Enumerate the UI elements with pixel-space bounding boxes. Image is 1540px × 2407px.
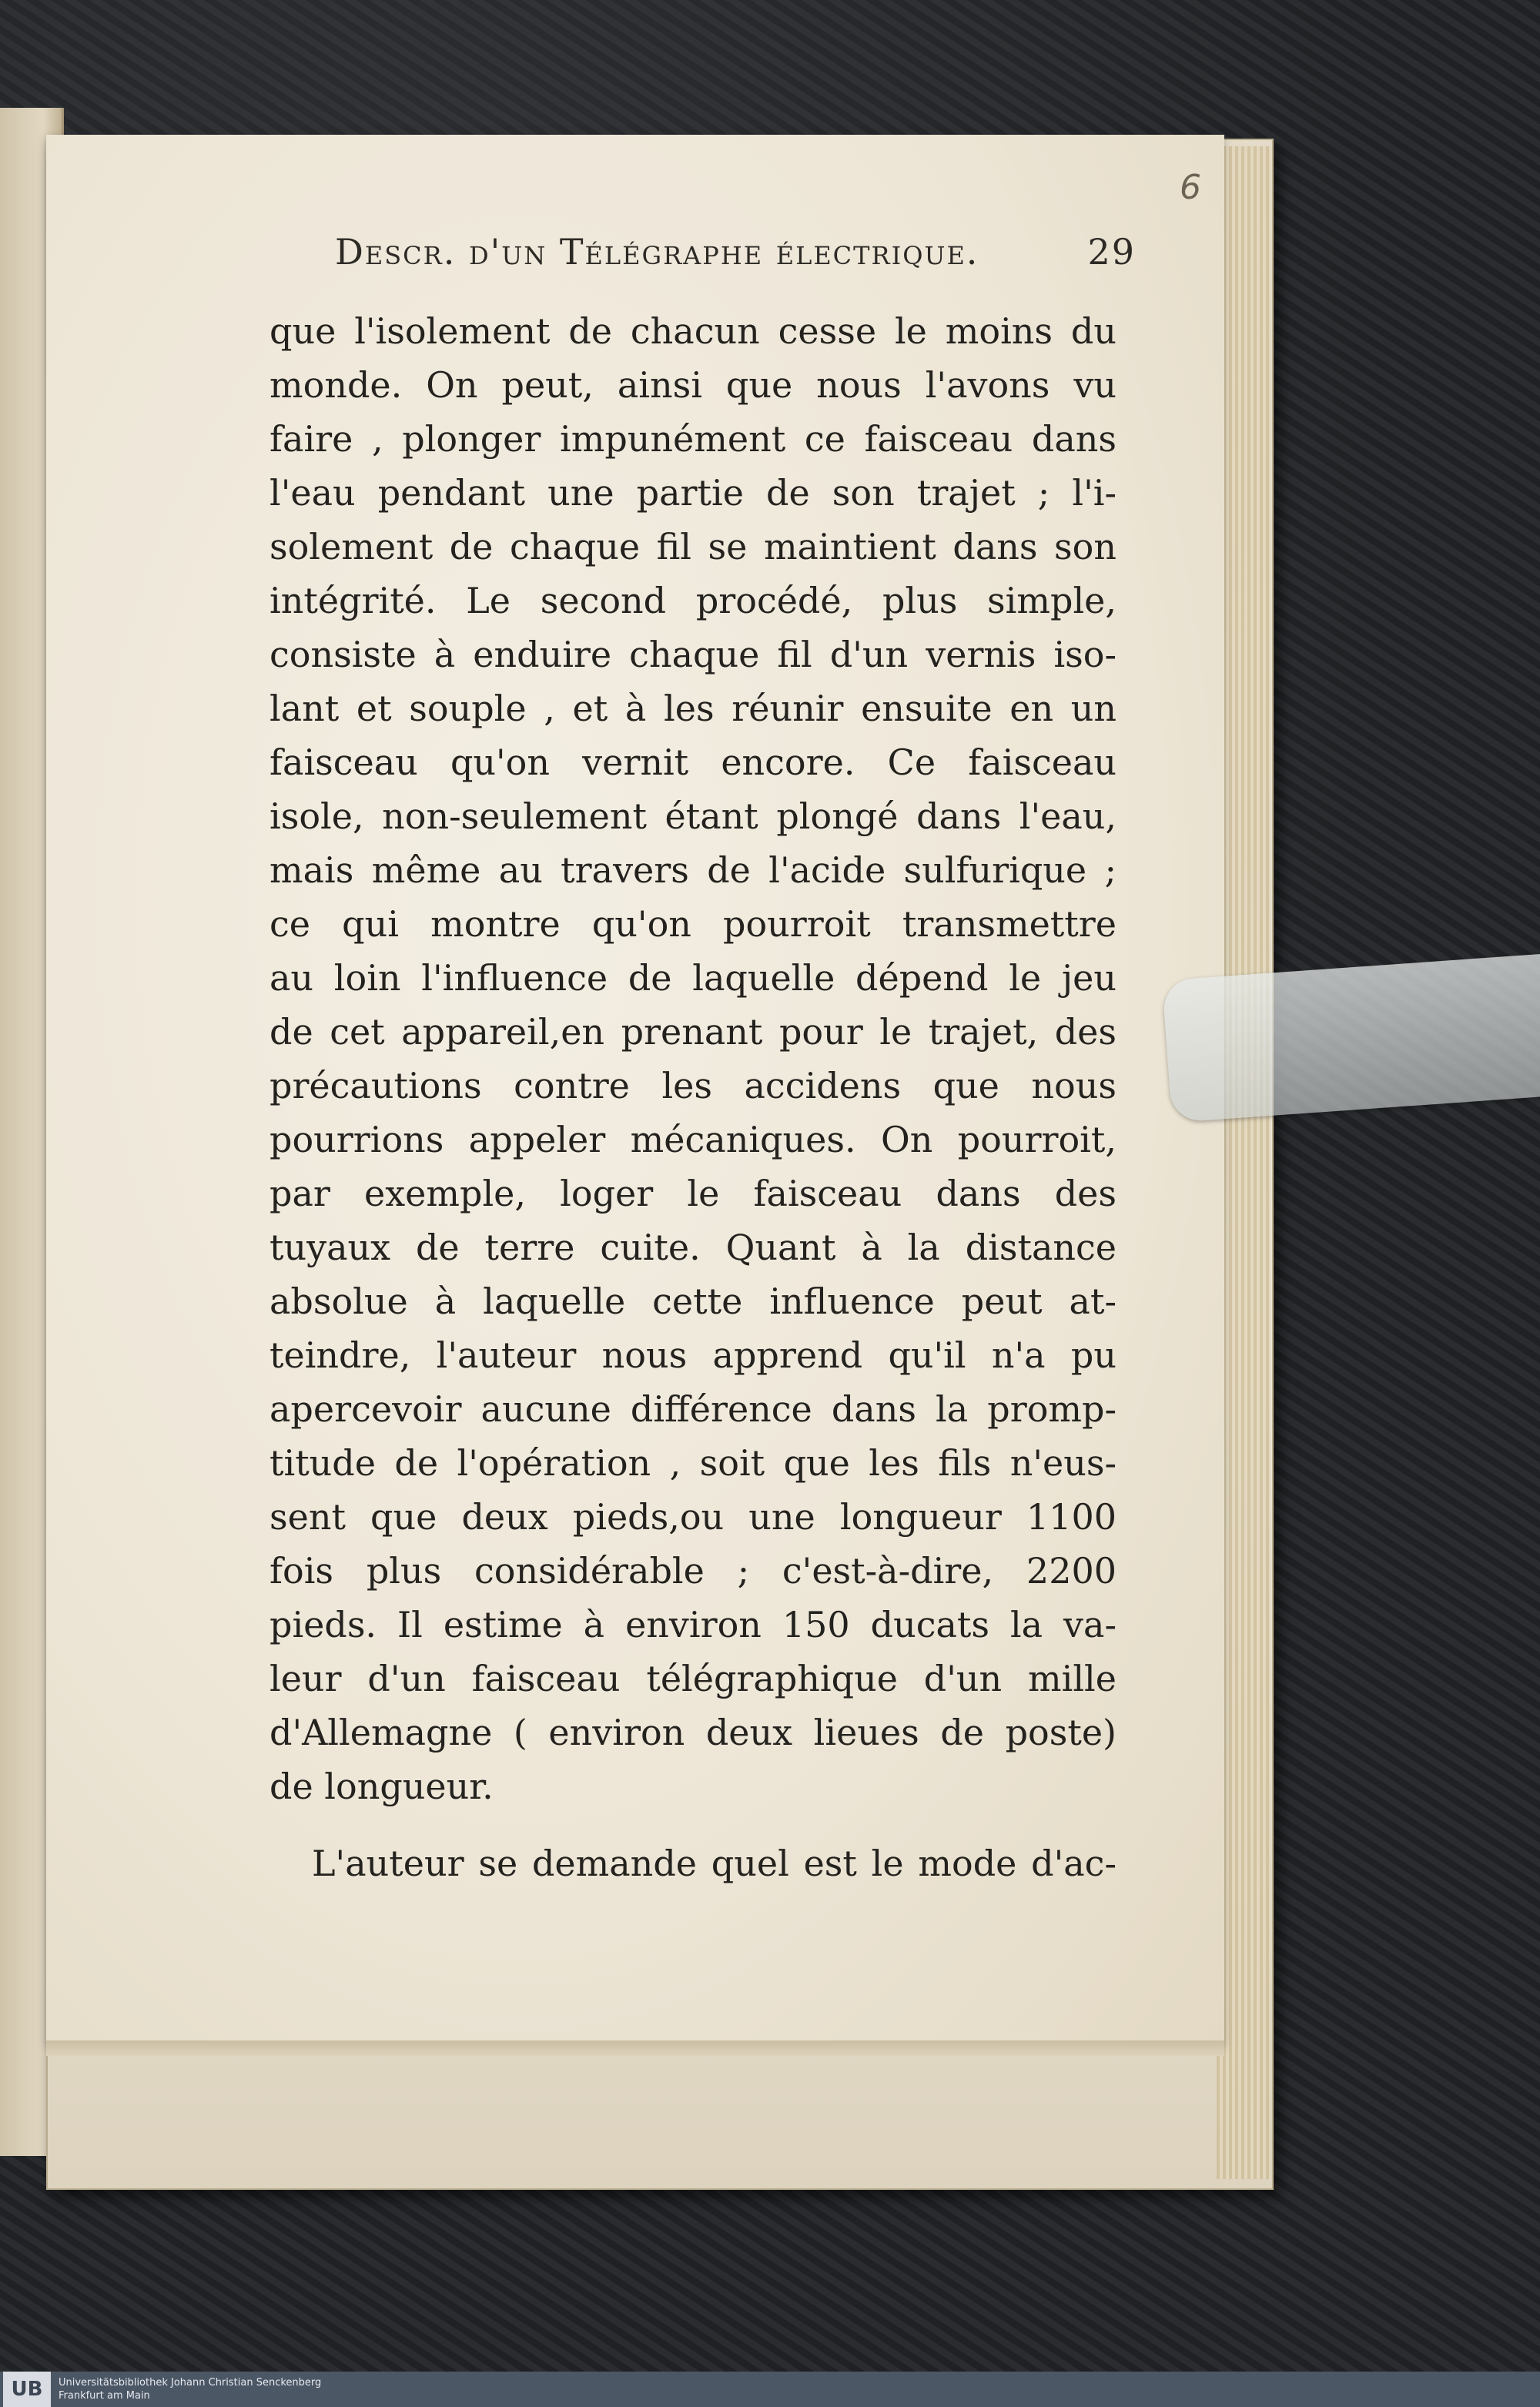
text-line: tuyaux de terre cuite. Quant à la distance — [270, 1227, 1116, 1268]
text-line: teindre, l'auteur nous apprend qu'il n'a pu — [270, 1334, 1116, 1376]
text-line: absolue à laquelle cette influence peut at- — [270, 1280, 1116, 1322]
text-line: au loin l'influence de laquelle dépend le jeu — [270, 957, 1116, 999]
library-city: Frankfurt am Main — [59, 2390, 150, 2402]
paragraph-2 — [270, 1836, 1116, 1890]
text-line: pieds. Il estime à environ 150 ducats la va- — [270, 1604, 1116, 1645]
library-name: Universitätsbibliothek Johann Christian Senckenberg — [59, 2377, 322, 2389]
library-credit — [59, 2376, 321, 2402]
text-line: monde. On peut, ainsi que nous l'avons vu — [270, 364, 1116, 406]
text-line: de longueur. — [270, 1766, 494, 1807]
text-line: de cet appareil,en prenant pour le trajet, des — [270, 1011, 1116, 1053]
text-line: pourrions appeler mécaniques. On pourroit, — [270, 1119, 1116, 1160]
text-line: consiste à enduire chaque fil d'un vernis iso- — [270, 634, 1116, 675]
text-line: titude de l'opération , soit que les fils n'eus- — [270, 1442, 1116, 1484]
library-footer — [0, 2372, 1540, 2407]
text-line: leur d'un faisceau télégraphique d'un mille — [270, 1658, 1116, 1699]
page-number: 29 — [1087, 231, 1136, 273]
library-logo: UB — [3, 2372, 51, 2407]
page-stack-edge — [1217, 146, 1270, 2179]
paragraph-gap — [270, 1813, 1116, 1836]
pencil-folio-number: 6 — [1180, 168, 1201, 207]
page-fold-strip — [46, 2040, 1224, 2056]
text-line: mais même au travers de l'acide sulfurique ; — [270, 849, 1116, 891]
text-line: lant et souple , et à les réunir ensuite en un — [270, 688, 1116, 729]
text-line: isole, non-seulement étant plongé dans l'eau, — [270, 795, 1116, 837]
text-line: solement de chaque fil se maintient dans son — [270, 526, 1116, 567]
text-line: sent que deux pieds,ou une longueur 1100 — [270, 1496, 1116, 1538]
text-line: intégrité. Le second procédé, plus simple, — [270, 580, 1116, 621]
scanning-clip — [1162, 952, 1540, 1123]
text-line: précautions contre les accidens que nous — [270, 1065, 1116, 1106]
text-line: ce qui montre qu'on pourroit transmettre — [270, 903, 1116, 945]
text-line: fois plus considérable ; c'est-à-dire, 2200 — [270, 1550, 1116, 1592]
running-head-title: Descr. d'un Télégraphe électrique. — [335, 231, 979, 273]
text-line: apercevoir aucune différence dans la promp- — [270, 1388, 1116, 1430]
text-line: faisceau qu'on vernit encore. Ce faisceau — [270, 742, 1116, 783]
running-head — [335, 231, 1136, 273]
text-line: par exemple, loger le faisceau dans des — [270, 1173, 1116, 1214]
text-line: faire , plonger impunément ce faisceau dans — [270, 418, 1116, 460]
text-line: que l'isolement de chacun cesse le moins du — [270, 310, 1116, 352]
text-line: L'auteur se demande quel est le mode d'ac- — [312, 1843, 1116, 1884]
body-text — [270, 304, 1116, 1890]
text-line: d'Allemagne ( environ deux lieues de poste) — [270, 1712, 1116, 1753]
text-line: l'eau pendant une partie de son trajet ; l'i- — [270, 472, 1116, 514]
paragraph-1 — [270, 304, 1116, 1813]
